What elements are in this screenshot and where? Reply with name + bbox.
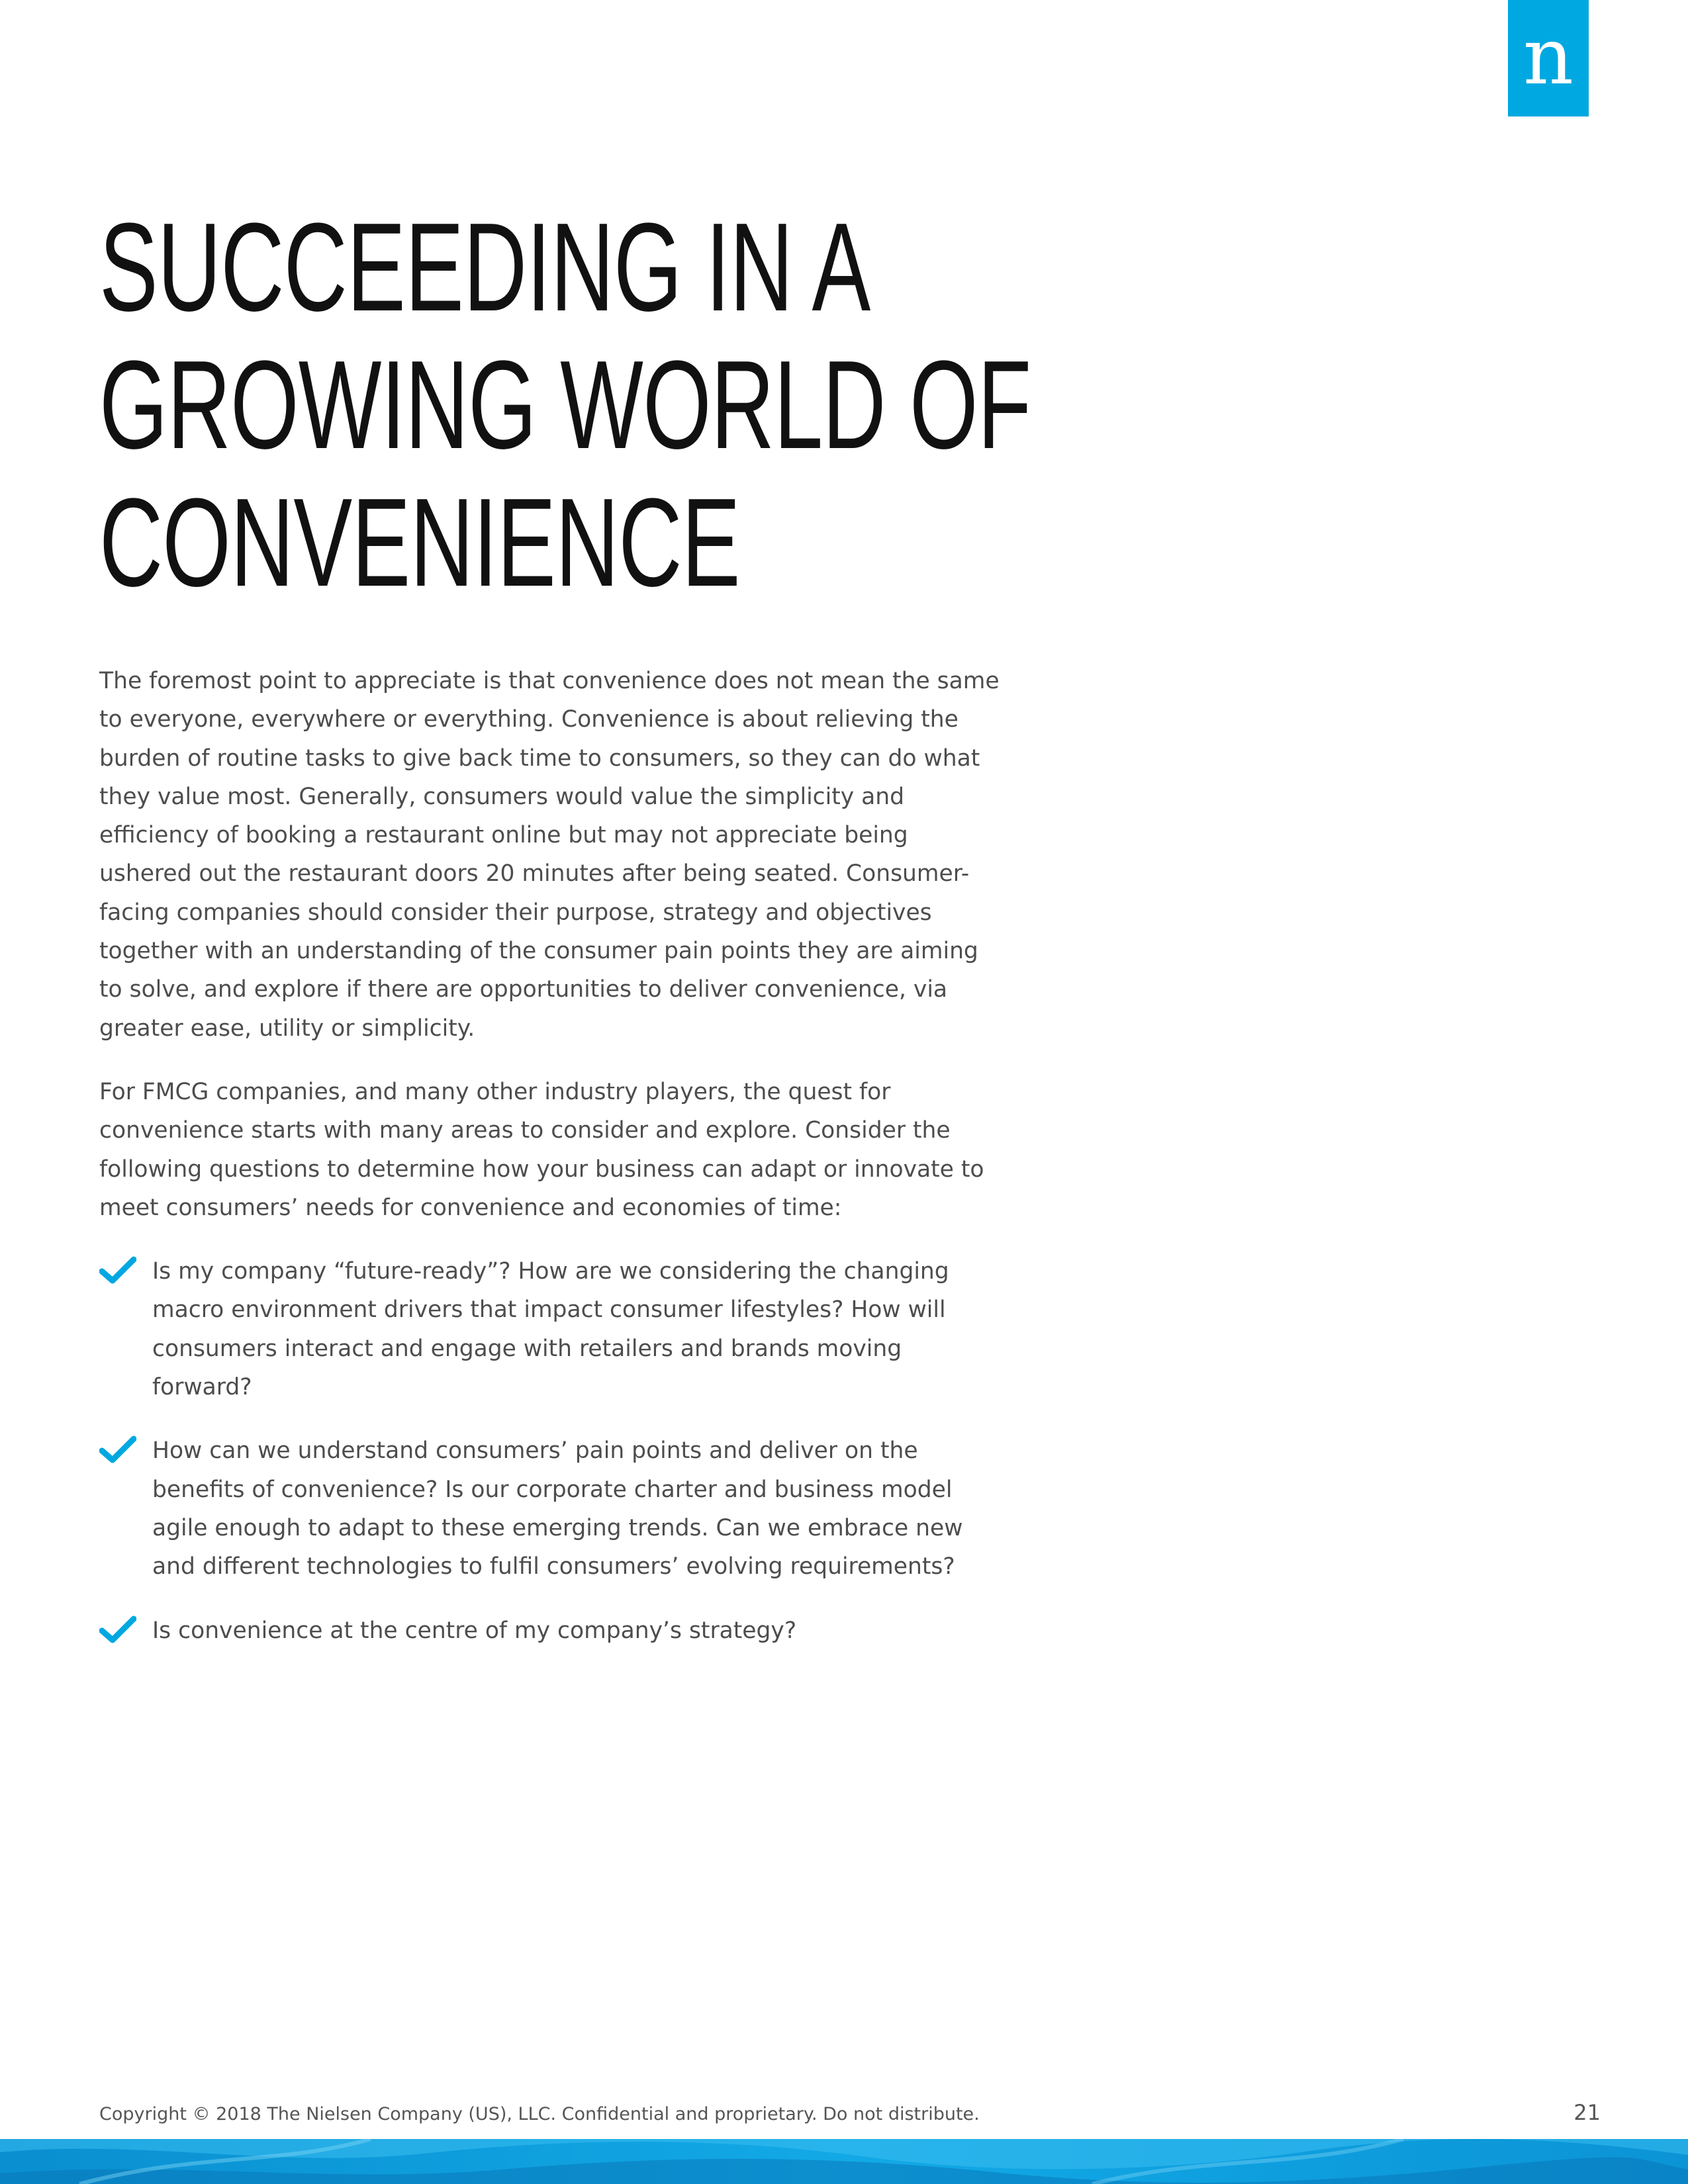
intro-paragraph: The foremost point to appreciate is that convenience does not mean the same to everyone, everywhere or everything. Convenience is about relieving the burden of routine tasks to give back time to consumers, so they can do what they value most. Generally, consumers would value the simplicity and efficiency of booking a restaurant online but may not appreciate being ushered out the restaurant doors 20 minutes after being seated. Consumer-facing companies should consider their purpose, strategy and objectives together with an understanding of the consumer pain points they are aiming to solve, and explore if there are opportunities to deliver convenience, via greater ease, utility or simplicity. [99,668,1000,1042]
decorative-wave-band [0,2139,1688,2184]
checkmark-icon [99,1253,136,1287]
title-line-1: SUCCEEDING IN A [99,197,870,338]
checklist-item [99,1612,1000,1650]
checklist-item-text: Is convenience at the centre of my company’s strategy? [152,1617,797,1644]
questions-intro-paragraph: For FMCG companies, and many other industry players, the quest for convenience starts with many areas to consider and explore. Consider the following questions to determine how your business can adapt or innovate to meet consumers’ needs for convenience and economies of time: [99,1078,984,1221]
checklist-item-text: Is my company “future-ready”? How are we considering the changing macro environment drivers that impact consumer lifestyles? How will consumers interact and engage with retailers and brands moving forward? [152,1258,949,1401]
nielsen-logo [1508,0,1589,116]
body-content [99,662,1000,1675]
copyright-notice: Copyright © 2018 The Nielsen Company (US), LLC. Confidential and proprietary. Do not distribute. [99,2104,980,2124]
checkmark-icon [99,1433,136,1466]
checklist-item [99,1432,1000,1586]
checklist-item-text: How can we understand consumers’ pain points and deliver on the benefits of convenience? Is our corporate charter and business model agile enough to adapt to these emerging trends. Can we embrace new and different technologies to fulfil consumers’ evolving requirements? [152,1437,963,1580]
checkmark-icon [99,1613,136,1646]
title-line-2: GROWING WORLD OF [99,335,1031,475]
page-number: 21 [1573,2100,1601,2125]
question-checklist [99,1252,1000,1650]
page-title [99,197,1031,613]
logo-letter: n [1523,11,1573,102]
title-line-3: CONVENIENCE [99,473,740,613]
checklist-item [99,1252,1000,1406]
